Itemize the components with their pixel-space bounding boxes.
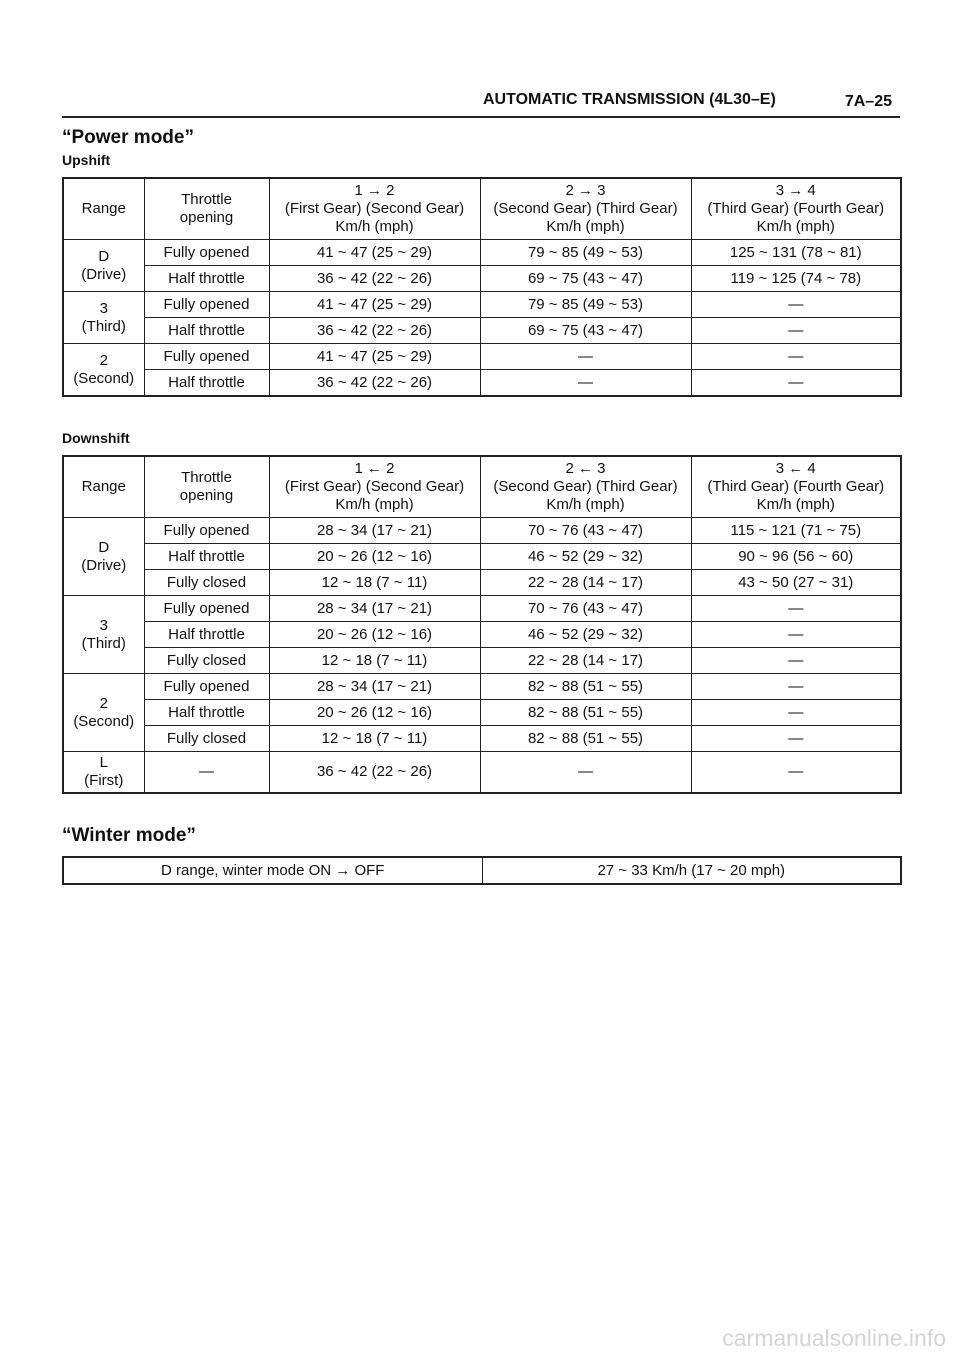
speed-cell: 82 ~ 88 (51 ~ 55) [480,726,691,752]
speed-cell: 119 ~ 125 (74 ~ 78) [691,266,901,292]
throttle-cell: Half throttle [144,318,269,344]
speed-cell: 70 ~ 76 (43 ~ 47) [480,596,691,622]
header-title: AUTOMATIC TRANSMISSION (4L30–E) [483,91,776,108]
throttle-cell: Fully opened [144,344,269,370]
col-throttle: Throttle opening [144,178,269,240]
speed-cell: 79 ~ 85 (49 ~ 53) [480,292,691,318]
table-row [63,518,901,544]
downshift-table [62,455,902,794]
range-cell: D (Drive) [63,518,144,596]
speed-cell: 41 ~ 47 (25 ~ 29) [269,344,480,370]
col-shift-2-3: 2 ← 3 (Second Gear) (Third Gear) Km/h (mph) [480,456,691,518]
speed-cell: — [480,344,691,370]
throttle-cell: Fully opened [144,518,269,544]
speed-cell: 28 ~ 34 (17 ~ 21) [269,674,480,700]
speed-cell: 22 ~ 28 (14 ~ 17) [480,570,691,596]
throttle-cell: Fully closed [144,648,269,674]
col-range: Range [63,178,144,240]
range-cell: 2 (Second) [63,344,144,397]
throttle-cell: Fully opened [144,596,269,622]
winter-speed: 27 ~ 33 Km/h (17 ~ 20 mph) [482,857,901,884]
speed-cell: 20 ~ 26 (12 ~ 16) [269,622,480,648]
table-row [63,318,901,344]
downshift-header-row [63,456,901,518]
throttle-cell: Fully opened [144,674,269,700]
speed-cell: 82 ~ 88 (51 ~ 55) [480,674,691,700]
speed-cell: — [691,700,901,726]
table-row [63,266,901,292]
speed-cell: 28 ~ 34 (17 ~ 21) [269,518,480,544]
speed-cell: 28 ~ 34 (17 ~ 21) [269,596,480,622]
speed-cell: — [691,674,901,700]
speed-cell: — [480,752,691,794]
table-row [63,344,901,370]
throttle-cell: Half throttle [144,266,269,292]
speed-cell: 41 ~ 47 (25 ~ 29) [269,240,480,266]
table-row [63,622,901,648]
speed-cell: — [691,292,901,318]
col-shift-1-2: 1 → 2 (First Gear) (Second Gear) Km/h (mph) [269,178,480,240]
table-row [63,700,901,726]
table-row [63,674,901,700]
table-row [63,726,901,752]
table-row [63,240,901,266]
table-row [63,292,901,318]
speed-cell: 20 ~ 26 (12 ~ 16) [269,700,480,726]
range-cell: 3 (Third) [63,292,144,344]
speed-cell: 12 ~ 18 (7 ~ 11) [269,648,480,674]
range-cell: D (Drive) [63,240,144,292]
speed-cell: 46 ~ 52 (29 ~ 32) [480,622,691,648]
speed-cell: — [691,370,901,397]
table-row [63,370,901,397]
speed-cell: 70 ~ 76 (43 ~ 47) [480,518,691,544]
table-row [63,570,901,596]
col-shift-1-2: 1 ← 2 (First Gear) (Second Gear) Km/h (mph) [269,456,480,518]
speed-cell: 46 ~ 52 (29 ~ 32) [480,544,691,570]
throttle-cell: Half throttle [144,700,269,726]
winter-mode-row [63,857,901,884]
table-row [63,752,901,794]
speed-cell: — [691,648,901,674]
throttle-cell: Half throttle [144,370,269,397]
range-cell: 2 (Second) [63,674,144,752]
speed-cell: 41 ~ 47 (25 ~ 29) [269,292,480,318]
range-cell: L (First) [63,752,144,794]
speed-cell: 125 ~ 131 (78 ~ 81) [691,240,901,266]
throttle-cell: Fully opened [144,292,269,318]
speed-cell: 20 ~ 26 (12 ~ 16) [269,544,480,570]
speed-cell: 36 ~ 42 (22 ~ 26) [269,752,480,794]
upshift-table [62,177,902,397]
speed-cell: 90 ~ 96 (56 ~ 60) [691,544,901,570]
speed-cell: 36 ~ 42 (22 ~ 26) [269,318,480,344]
throttle-cell: Half throttle [144,622,269,648]
speed-cell: 69 ~ 75 (43 ~ 47) [480,266,691,292]
col-shift-3-4: 3 → 4 (Third Gear) (Fourth Gear) Km/h (mph) [691,178,901,240]
speed-cell: 79 ~ 85 (49 ~ 53) [480,240,691,266]
speed-cell: — [691,622,901,648]
winter-mode-title: “Winter mode” [62,825,196,846]
col-shift-2-3: 2 → 3 (Second Gear) (Third Gear) Km/h (mph) [480,178,691,240]
table-row [63,596,901,622]
speed-cell: — [691,344,901,370]
speed-cell: 36 ~ 42 (22 ~ 26) [269,266,480,292]
page-header [62,86,900,118]
speed-cell: 69 ~ 75 (43 ~ 47) [480,318,691,344]
speed-cell: — [691,726,901,752]
throttle-cell: Fully closed [144,726,269,752]
speed-cell: 36 ~ 42 (22 ~ 26) [269,370,480,397]
speed-cell: 82 ~ 88 (51 ~ 55) [480,700,691,726]
col-throttle: Throttle opening [144,456,269,518]
power-mode-title: “Power mode” [62,127,194,148]
speed-cell: 115 ~ 121 (71 ~ 75) [691,518,901,544]
speed-cell: 22 ~ 28 (14 ~ 17) [480,648,691,674]
table-row [63,648,901,674]
speed-cell: — [480,370,691,397]
throttle-cell: Fully closed [144,570,269,596]
speed-cell: — [691,596,901,622]
throttle-cell: Fully opened [144,240,269,266]
upshift-label: Upshift [62,152,111,168]
col-shift-3-4: 3 ← 4 (Third Gear) (Fourth Gear) Km/h (mph) [691,456,901,518]
speed-cell: — [691,752,901,794]
table-row [63,544,901,570]
speed-cell: 12 ~ 18 (7 ~ 11) [269,570,480,596]
winter-condition: D range, winter mode ON → OFF [63,857,482,884]
upshift-header-row [63,178,901,240]
speed-cell: 43 ~ 50 (27 ~ 31) [691,570,901,596]
range-cell: 3 (Third) [63,596,144,674]
throttle-cell: Half throttle [144,544,269,570]
downshift-label: Downshift [62,430,130,446]
speed-cell: — [691,318,901,344]
watermark: carmanualsonline.info [722,1325,946,1351]
page-number: 7A–25 [844,93,892,110]
winter-mode-table [62,856,902,885]
speed-cell: 12 ~ 18 (7 ~ 11) [269,726,480,752]
col-range: Range [63,456,144,518]
throttle-cell: — [144,752,269,794]
